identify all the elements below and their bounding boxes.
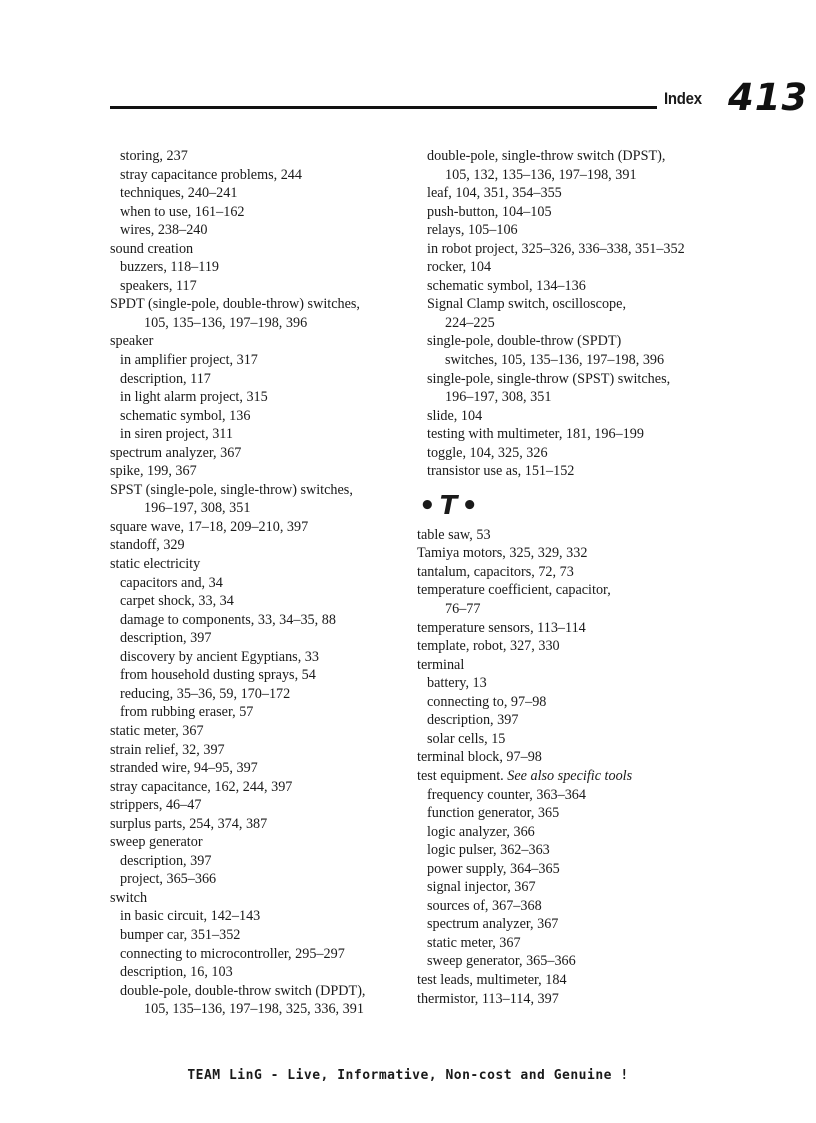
index-subentry <box>417 915 737 934</box>
index-entry <box>110 536 410 555</box>
index-entry-text: double-pole, single-throw switch (DPST), <box>427 148 666 164</box>
index-entry-text: switch <box>110 889 148 906</box>
index-entry-text: slide, 104 <box>427 407 483 424</box>
index-entry <box>110 481 410 500</box>
index-entry-text: testing with multimeter, 181, 196–199 <box>427 426 644 443</box>
index-entry-text: reducing, 35–36, 59, 170–172 <box>120 685 291 702</box>
index-subentry <box>417 786 737 805</box>
index-entry-text: temperature sensors, 113–114 <box>417 619 586 636</box>
index-entry <box>417 656 737 675</box>
index-entry-text: 196–197, 308, 351 <box>144 500 251 517</box>
index-subentry <box>417 203 737 222</box>
footer-tagline: TEAM LinG - Live, Informative, Non-cost and Genuine ! <box>187 1068 629 1083</box>
index-entry-text: double-pole, double-throw switch (DPDT), <box>120 982 366 999</box>
index-subentry <box>110 574 410 593</box>
index-entry-text: from rubbing eraser, 57 <box>120 704 254 721</box>
index-entry <box>417 526 737 545</box>
index-entry-text: Signal Clamp switch, oscilloscope, <box>427 296 626 313</box>
index-subentry <box>417 730 737 749</box>
index-entry-text: logic analyzer, 366 <box>427 823 535 840</box>
index-subentry <box>417 295 737 314</box>
index-entry-text: template, robot, 327, 330 <box>417 638 560 655</box>
index-entry <box>110 444 410 463</box>
index-subentry <box>417 184 737 203</box>
index-entry-continuation <box>110 499 410 518</box>
running-head-label: Index <box>664 89 702 108</box>
index-entry <box>110 518 410 537</box>
index-entry-text: leaf, 104, 351, 354–355 <box>427 185 562 202</box>
index-subentry <box>110 685 410 704</box>
index-entry-continuation <box>417 351 737 370</box>
index-entry-text: terminal block, 97–98 <box>417 749 542 766</box>
index-entry <box>417 563 737 582</box>
index-subentry <box>417 823 737 842</box>
index-entry <box>417 748 737 767</box>
index-entry-text: stray capacitance, 162, 244, 397 <box>110 778 293 795</box>
index-subentry <box>110 592 410 611</box>
index-entry-text: in basic circuit, 142–143 <box>120 908 261 925</box>
index-entry <box>417 581 737 600</box>
index-subentry <box>417 425 737 444</box>
index-subentry <box>110 425 410 444</box>
index-entry-text: in light alarm project, 315 <box>120 389 268 406</box>
index-subentry <box>417 258 737 277</box>
index-entry-text: signal injector, 367 <box>427 879 536 896</box>
index-entry-continuation <box>417 314 737 333</box>
index-subentry <box>110 184 410 203</box>
index-entry-text: sweep generator <box>110 834 203 851</box>
index-subentry <box>110 666 410 685</box>
index-entry-text: spectrum analyzer, 367 <box>427 916 559 933</box>
index-subentry <box>110 258 410 277</box>
index-entry-text: solar cells, 15 <box>427 730 506 747</box>
index-entry-text: from household dusting sprays, 54 <box>120 667 316 684</box>
index-subentry <box>417 860 737 879</box>
index-entry-text: 105, 135–136, 197–198, 325, 336, 391 <box>144 1001 364 1018</box>
index-entry-text: sources of, 367–368 <box>427 897 542 914</box>
index-subentry <box>110 407 410 426</box>
index-entry-text: single-pole, single-throw (SPST) switches, <box>427 370 671 387</box>
index-entry-text: stranded wire, 94–95, 397 <box>110 760 258 777</box>
index-entry-text: spike, 199, 367 <box>110 463 197 480</box>
index-subentry <box>417 221 737 240</box>
index-entry-text: bumper car, 351–352 <box>120 926 241 943</box>
index-subentry <box>110 703 410 722</box>
index-entry-text: in siren project, 311 <box>120 426 233 443</box>
index-subentry <box>110 147 410 166</box>
index-entry-text: sweep generator, 365–366 <box>427 953 576 970</box>
index-entry-text: surplus parts, 254, 374, 387 <box>110 815 268 832</box>
index-entry-text: terminal <box>417 656 465 673</box>
index-subentry <box>417 952 737 971</box>
index-entry-text: 196–197, 308, 351 <box>445 389 552 406</box>
index-subentry <box>417 147 737 166</box>
index-subentry <box>417 934 737 953</box>
index-subentry <box>417 674 737 693</box>
index-entry-text: connecting to, 97–98 <box>427 693 547 710</box>
index-subentry <box>417 407 737 426</box>
index-entry-text: speaker <box>110 333 154 350</box>
index-entry <box>110 295 410 314</box>
index-subentry <box>110 982 410 1001</box>
index-subentry <box>110 351 410 370</box>
index-column-right <box>417 147 737 1008</box>
index-entry <box>110 462 410 481</box>
index-entry-text: tantalum, capacitors, 72, 73 <box>417 563 574 580</box>
index-entry-text: battery, 13 <box>427 675 487 692</box>
index-entry-text: rocker, 104 <box>427 259 492 276</box>
index-entry-text: 224–225 <box>445 314 495 331</box>
index-entry <box>110 332 410 351</box>
index-subentry <box>417 240 737 259</box>
index-subentry <box>417 332 737 351</box>
index-group-t <box>417 526 737 1008</box>
index-entry-text: capacitors and, 34 <box>120 574 223 591</box>
index-subentry <box>110 907 410 926</box>
index-group-switch-continued <box>417 147 737 481</box>
index-entry-text: logic pulser, 362–363 <box>427 842 550 859</box>
index-entry-text: strain relief, 32, 397 <box>110 741 225 758</box>
index-entry-text: in amplifier project, 317 <box>120 352 258 369</box>
index-entry-text: Tamiya motors, 325, 329, 332 <box>417 545 588 562</box>
index-subentry <box>417 462 737 481</box>
index-subentry <box>417 878 737 897</box>
index-column-left <box>110 147 410 1019</box>
index-entry-text: description, 397 <box>120 630 212 647</box>
index-entry-text: function generator, 365 <box>427 805 560 822</box>
section-bullet-right: • <box>461 490 478 521</box>
index-entry <box>110 815 410 834</box>
index-entry-text: description, 117 <box>120 370 211 387</box>
index-entry-text: speakers, 117 <box>120 277 197 294</box>
header-rule <box>110 106 657 109</box>
index-entry-continuation <box>417 600 737 619</box>
index-entry-text: test equipment. <box>417 767 504 784</box>
index-subentry <box>417 693 737 712</box>
index-entry <box>417 767 737 786</box>
index-entry-text: 105, 135–136, 197–198, 396 <box>144 314 308 331</box>
index-subentry <box>417 897 737 916</box>
index-subentry <box>417 711 737 730</box>
index-entry-text: buzzers, 118–119 <box>120 259 220 276</box>
index-entry <box>110 889 410 908</box>
index-entry-text: static meter, 367 <box>427 934 521 951</box>
see-also-reference: See also specific tools <box>507 767 633 784</box>
index-entry <box>417 637 737 656</box>
index-entry <box>110 796 410 815</box>
index-entry-text: 76–77 <box>445 601 481 618</box>
index-subentry <box>110 221 410 240</box>
index-entry-text: stray capacitance problems, 244 <box>120 166 302 183</box>
index-entry-text: schematic symbol, 136 <box>120 407 251 424</box>
index-entry-text: power supply, 364–365 <box>427 860 560 877</box>
index-subentry <box>110 963 410 982</box>
index-entry <box>110 833 410 852</box>
index-entry-text: frequency counter, 363–364 <box>427 786 586 803</box>
index-entry-text: schematic symbol, 134–136 <box>427 277 586 294</box>
index-subentry <box>110 852 410 871</box>
index-subentry <box>417 277 737 296</box>
index-entry-text: single-pole, double-throw (SPDT) <box>427 333 622 350</box>
index-entry-text: techniques, 240–241 <box>120 185 238 202</box>
index-subentry <box>110 203 410 222</box>
index-entry-text: wires, 238–240 <box>120 222 208 239</box>
index-entry-text: relays, 105–106 <box>427 222 518 239</box>
index-entry <box>110 759 410 778</box>
index-entry-text: damage to components, 33, 34–35, 88 <box>120 611 336 628</box>
index-subentry <box>110 945 410 964</box>
section-letter: T <box>439 490 458 521</box>
index-entry-text: storing, 237 <box>120 148 188 164</box>
index-entry-text: SPST (single-pole, single-throw) switches, <box>110 481 353 498</box>
index-entry <box>417 544 737 563</box>
index-entry-text: when to use, 161–162 <box>120 203 245 220</box>
index-subentry <box>110 388 410 407</box>
index-subentry <box>110 611 410 630</box>
index-entry-text: project, 365–366 <box>120 871 217 888</box>
index-subentry <box>110 629 410 648</box>
index-subentry <box>110 166 410 185</box>
index-subentry <box>110 277 410 296</box>
index-entry-text: connecting to microcontroller, 295–297 <box>120 945 345 962</box>
index-entry-text: table saw, 53 <box>417 526 491 543</box>
index-entry-text: description, 16, 103 <box>120 964 233 981</box>
index-entry-text: toggle, 104, 325, 326 <box>427 444 548 461</box>
index-subentry <box>417 444 737 463</box>
index-subentry <box>417 841 737 860</box>
index-entry-text: static electricity <box>110 556 201 573</box>
index-entry-text: temperature coefficient, capacitor, <box>417 582 611 599</box>
index-entry-text: SPDT (single-pole, double-throw) switches, <box>110 296 360 313</box>
index-entry-continuation <box>110 314 410 333</box>
index-entry <box>110 741 410 760</box>
section-bullet-left: • <box>419 490 436 521</box>
index-entry-text: description, 397 <box>120 852 212 869</box>
index-entry <box>110 722 410 741</box>
index-entry <box>417 971 737 990</box>
index-entry-text: transistor use as, 151–152 <box>427 463 575 480</box>
index-entry-continuation <box>110 1000 410 1019</box>
index-entry-text: in robot project, 325–326, 336–338, 351–352 <box>427 240 685 257</box>
index-subentry <box>110 926 410 945</box>
index-subentry <box>417 370 737 389</box>
index-subentry <box>110 870 410 889</box>
index-entry-text: test leads, multimeter, 184 <box>417 971 567 988</box>
index-entry-text: 105, 132, 135–136, 197–198, 391 <box>445 166 637 183</box>
index-entry <box>110 555 410 574</box>
index-entry-text: sound creation <box>110 240 194 257</box>
index-entry-text: static meter, 367 <box>110 722 204 739</box>
index-subentry <box>417 804 737 823</box>
index-entry <box>110 778 410 797</box>
index-entry-text: push-button, 104–105 <box>427 203 552 220</box>
index-entry-continuation <box>417 166 737 185</box>
index-entry <box>417 619 737 638</box>
index-subentry <box>110 648 410 667</box>
index-entry <box>417 990 737 1009</box>
index-entry-text: discovery by ancient Egyptians, 33 <box>120 648 319 665</box>
index-entry-text: description, 397 <box>427 712 519 729</box>
index-entry-text: standoff, 329 <box>110 537 185 554</box>
index-entry-text: carpet shock, 33, 34 <box>120 593 234 610</box>
index-entry-continuation <box>417 388 737 407</box>
section-heading-t <box>417 486 737 526</box>
index-entry-text: switches, 105, 135–136, 197–198, 396 <box>445 352 665 369</box>
index-entry-text: strippers, 46–47 <box>110 797 202 814</box>
index-entry <box>110 240 410 259</box>
index-entry-text: square wave, 17–18, 209–210, 397 <box>110 518 309 535</box>
index-entry-text: thermistor, 113–114, 397 <box>417 990 559 1007</box>
index-entry-text: spectrum analyzer, 367 <box>110 444 242 461</box>
page-number: 413 <box>728 76 809 119</box>
index-subentry <box>110 370 410 389</box>
